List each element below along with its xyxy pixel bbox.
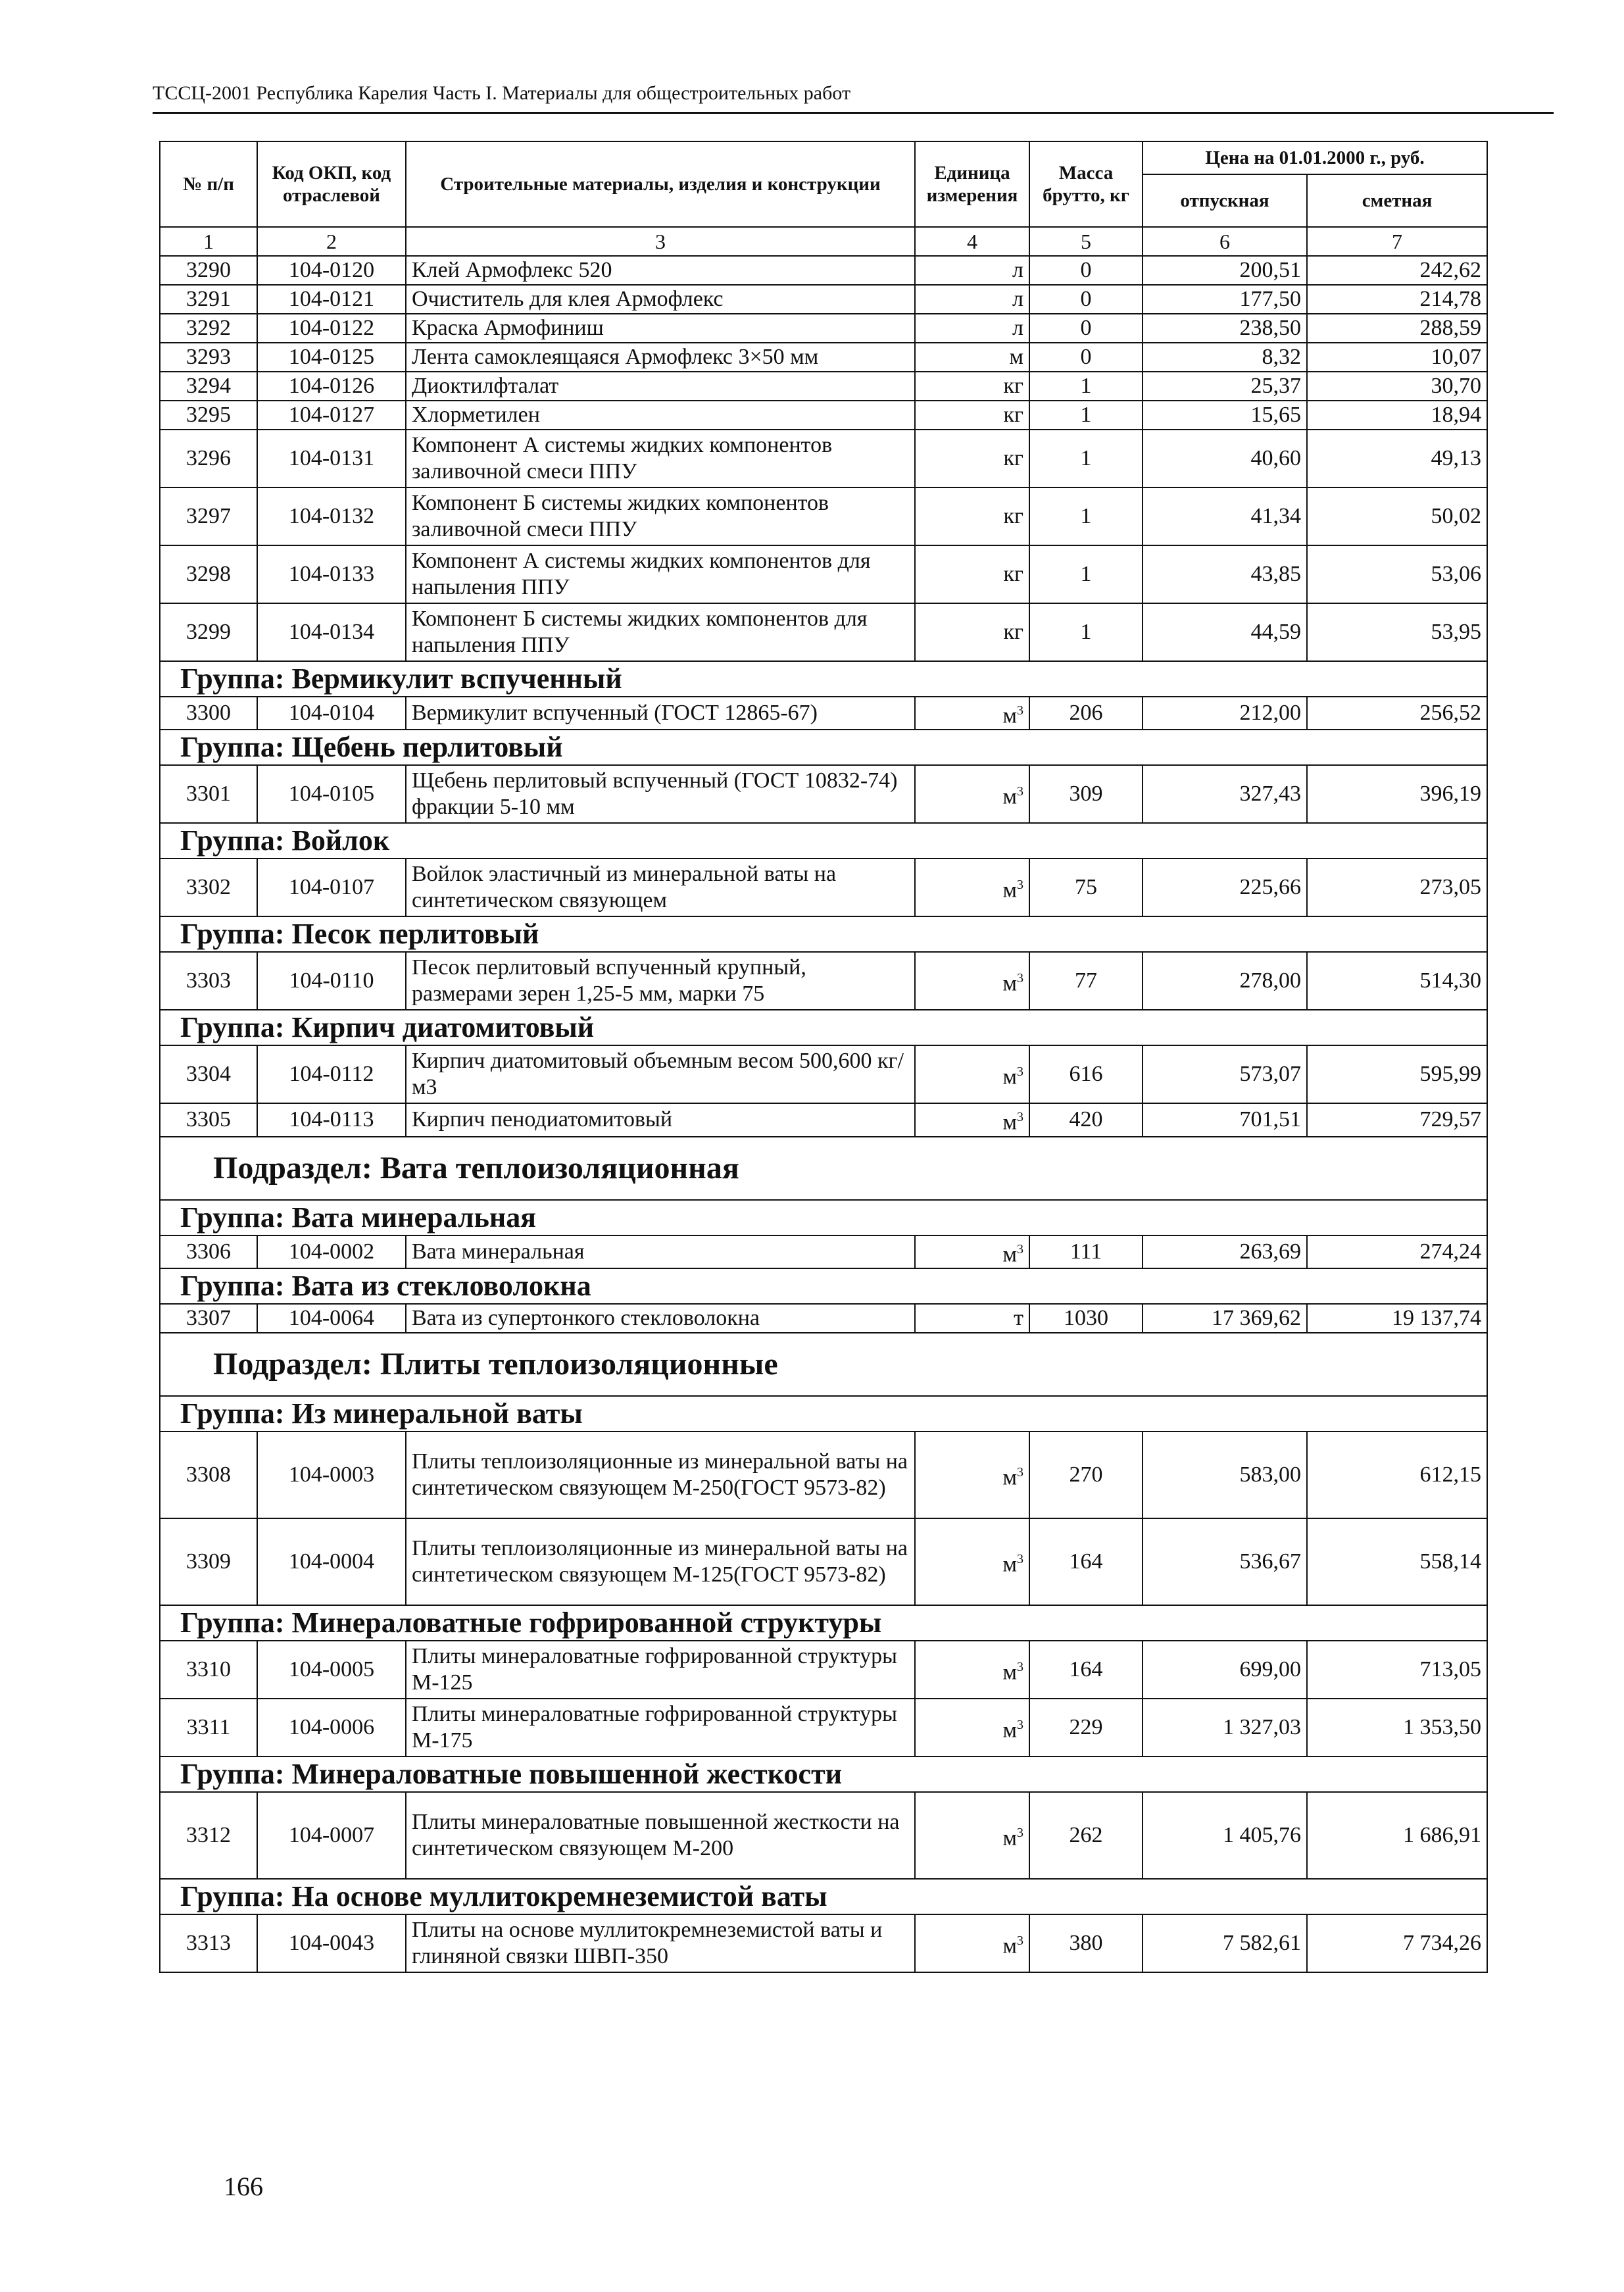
unit-text: м <box>1002 1933 1017 1958</box>
group-title: Группа: Щебень перлитовый <box>160 730 1487 765</box>
unit-cell <box>915 1641 1029 1699</box>
unit-exponent: 3 <box>1017 1464 1023 1480</box>
subsection-heading-row <box>160 1333 1487 1396</box>
estimate-price-cell: 595,99 <box>1307 1045 1487 1103</box>
header-unit: Единица измерения <box>915 141 1029 227</box>
unit-exponent: 3 <box>1017 1551 1023 1566</box>
release-price-cell: 41,34 <box>1143 487 1307 545</box>
unit-cell <box>915 1792 1029 1879</box>
subsection-title: Подраздел: Вата теплоизоляционная <box>160 1137 1487 1200</box>
table-row <box>160 697 1487 730</box>
unit-text: м <box>1002 784 1017 809</box>
group-title: Группа: Минераловатные гофрированной структуры <box>160 1605 1487 1641</box>
mass-cell: 1030 <box>1029 1304 1143 1333</box>
code-cell: 104-0122 <box>257 314 406 343</box>
mass-cell: 380 <box>1029 1914 1143 1972</box>
unit-exponent: 3 <box>1017 1933 1023 1948</box>
subsection-heading-row <box>160 1137 1487 1200</box>
release-price-cell: 177,50 <box>1143 285 1307 314</box>
unit-exponent: 3 <box>1017 1717 1023 1732</box>
mass-cell: 164 <box>1029 1641 1143 1699</box>
unit-exponent: 3 <box>1017 971 1023 986</box>
group-heading-row <box>160 1396 1487 1432</box>
code-cell: 104-0121 <box>257 285 406 314</box>
release-price-cell: 1 327,03 <box>1143 1699 1307 1756</box>
unit-cell <box>915 1914 1029 1972</box>
name-cell: Краска Армофиниш <box>406 314 915 343</box>
name-cell: Песок перлитовый вспученный крупный, размерами зерен 1,25-5 мм, марки 75 <box>406 952 915 1010</box>
release-price-cell: 536,67 <box>1143 1518 1307 1605</box>
table-row <box>160 1103 1487 1136</box>
page-number: 166 <box>224 2172 263 2201</box>
name-cell: Плиты теплоизоляционные из минеральной ваты на синтетическом связующем М-125(ГОСТ 9573-82) <box>406 1518 915 1605</box>
unit-exponent: 3 <box>1017 703 1023 718</box>
estimate-price-cell: 558,14 <box>1307 1518 1487 1605</box>
name-cell: Плиты минераловатные гофрированной структуры М-125 <box>406 1641 915 1699</box>
estimate-price-cell: 49,13 <box>1307 430 1487 487</box>
mass-cell: 0 <box>1029 314 1143 343</box>
mass-cell: 1 <box>1029 487 1143 545</box>
unit-exponent: 3 <box>1017 784 1023 799</box>
unit-exponent: 3 <box>1017 1110 1023 1125</box>
unit-cell <box>915 314 1029 343</box>
release-price-cell: 701,51 <box>1143 1103 1307 1136</box>
code-cell: 104-0064 <box>257 1304 406 1333</box>
release-price-cell: 17 369,62 <box>1143 1304 1307 1333</box>
group-title: Группа: Вата минеральная <box>160 1200 1487 1235</box>
row-number-cell: 3312 <box>160 1792 257 1879</box>
unit-text: м <box>1009 345 1023 369</box>
name-cell: Плиты теплоизоляционные из минеральной ваты на синтетическом связующем М-250(ГОСТ 9573-82) <box>406 1432 915 1518</box>
row-number-cell: 3310 <box>160 1641 257 1699</box>
unit-text: м <box>1002 1110 1017 1135</box>
table-row <box>160 1792 1487 1879</box>
header-num: № п/п <box>160 141 257 227</box>
unit-exponent: 3 <box>1017 1825 1023 1840</box>
code-cell: 104-0132 <box>257 487 406 545</box>
group-title: Группа: На основе муллитокремнеземистой ваты <box>160 1879 1487 1914</box>
estimate-price-cell: 273,05 <box>1307 859 1487 916</box>
unit-text: л <box>1012 287 1023 311</box>
unit-text: кг <box>1003 374 1023 398</box>
row-number-cell: 3306 <box>160 1235 257 1268</box>
estimate-price-cell: 713,05 <box>1307 1641 1487 1699</box>
name-cell: Компонент А системы жидких компонентов для напыления ППУ <box>406 545 915 603</box>
release-price-cell: 225,66 <box>1143 859 1307 916</box>
release-price-cell: 327,43 <box>1143 765 1307 823</box>
table-row <box>160 1045 1487 1103</box>
release-price-cell: 15,65 <box>1143 401 1307 430</box>
table-row <box>160 545 1487 603</box>
row-number-cell: 3305 <box>160 1103 257 1136</box>
row-number-cell: 3299 <box>160 603 257 661</box>
mass-cell: 0 <box>1029 343 1143 372</box>
group-heading-row <box>160 1756 1487 1792</box>
mass-cell: 1 <box>1029 545 1143 603</box>
column-number: 5 <box>1029 227 1143 256</box>
unit-text: т <box>1014 1305 1023 1330</box>
release-price-cell: 40,60 <box>1143 430 1307 487</box>
table-row <box>160 765 1487 823</box>
estimate-price-cell: 514,30 <box>1307 952 1487 1010</box>
row-number-cell: 3304 <box>160 1045 257 1103</box>
table-row <box>160 1432 1487 1518</box>
name-cell: Вермикулит вспученный (ГОСТ 12865-67) <box>406 697 915 730</box>
mass-cell: 77 <box>1029 952 1143 1010</box>
table-row <box>160 952 1487 1010</box>
unit-text: м <box>1002 1660 1017 1685</box>
group-heading-row <box>160 730 1487 765</box>
unit-cell <box>915 1432 1029 1518</box>
release-price-cell: 573,07 <box>1143 1045 1307 1103</box>
table-row <box>160 430 1487 487</box>
table-row <box>160 1518 1487 1605</box>
table-row <box>160 314 1487 343</box>
release-price-cell: 263,69 <box>1143 1235 1307 1268</box>
row-number-cell: 3292 <box>160 314 257 343</box>
table-row <box>160 1699 1487 1756</box>
table-body <box>160 256 1487 1972</box>
unit-cell <box>915 765 1029 823</box>
unit-text: м <box>1002 1718 1017 1743</box>
unit-exponent: 3 <box>1017 878 1023 893</box>
estimate-price-cell: 288,59 <box>1307 314 1487 343</box>
row-number-cell: 3294 <box>160 372 257 401</box>
price-table <box>159 141 1488 1973</box>
code-cell: 104-0002 <box>257 1235 406 1268</box>
unit-text: л <box>1012 258 1023 282</box>
release-price-cell: 43,85 <box>1143 545 1307 603</box>
header-divider <box>153 112 1554 114</box>
name-cell: Хлорметилен <box>406 401 915 430</box>
group-heading-row <box>160 1879 1487 1914</box>
code-cell: 104-0003 <box>257 1432 406 1518</box>
estimate-price-cell: 1 686,91 <box>1307 1792 1487 1879</box>
unit-cell <box>915 343 1029 372</box>
mass-cell: 270 <box>1029 1432 1143 1518</box>
group-title: Группа: Вата из стекловолокна <box>160 1268 1487 1304</box>
estimate-price-cell: 10,07 <box>1307 343 1487 372</box>
mass-cell: 1 <box>1029 603 1143 661</box>
mass-cell: 164 <box>1029 1518 1143 1605</box>
column-number: 2 <box>257 227 406 256</box>
table-row <box>160 372 1487 401</box>
estimate-price-cell: 729,57 <box>1307 1103 1487 1136</box>
unit-text: кг <box>1003 620 1023 644</box>
code-cell: 104-0125 <box>257 343 406 372</box>
code-cell: 104-0113 <box>257 1103 406 1136</box>
unit-cell <box>915 1518 1029 1605</box>
name-cell: Клей Армофлекс 520 <box>406 256 915 285</box>
name-cell: Очиститель для клея Армофлекс <box>406 285 915 314</box>
code-cell: 104-0112 <box>257 1045 406 1103</box>
release-price-cell: 7 582,61 <box>1143 1914 1307 1972</box>
name-cell: Плиты минераловатные повышенной жесткости на синтетическом связующем М-200 <box>406 1792 915 1879</box>
table-row <box>160 401 1487 430</box>
name-cell: Диоктилфталат <box>406 372 915 401</box>
release-price-cell: 1 405,76 <box>1143 1792 1307 1879</box>
code-cell: 104-0127 <box>257 401 406 430</box>
name-cell: Щебень перлитовый вспученный (ГОСТ 10832-74) фракции 5-10 мм <box>406 765 915 823</box>
table-row <box>160 1641 1487 1699</box>
group-heading-row <box>160 916 1487 952</box>
group-title: Группа: Вермикулит вспученный <box>160 661 1487 697</box>
estimate-price-cell: 396,19 <box>1307 765 1487 823</box>
header-code: Код ОКП, код отраслевой <box>257 141 406 227</box>
code-cell: 104-0007 <box>257 1792 406 1879</box>
name-cell: Компонент А системы жидких компонентов заливочной смеси ППУ <box>406 430 915 487</box>
table-row <box>160 603 1487 661</box>
code-cell: 104-0110 <box>257 952 406 1010</box>
unit-text: м <box>1002 971 1017 996</box>
unit-cell <box>915 952 1029 1010</box>
table-row <box>160 487 1487 545</box>
release-price-cell: 212,00 <box>1143 697 1307 730</box>
release-price-cell: 238,50 <box>1143 314 1307 343</box>
group-heading-row <box>160 823 1487 859</box>
unit-cell <box>915 1103 1029 1136</box>
release-price-cell: 699,00 <box>1143 1641 1307 1699</box>
code-cell: 104-0107 <box>257 859 406 916</box>
release-price-cell: 44,59 <box>1143 603 1307 661</box>
row-number-cell: 3291 <box>160 285 257 314</box>
column-number: 7 <box>1307 227 1487 256</box>
name-cell: Войлок эластичный из минеральной ваты на синтетическом связующем <box>406 859 915 916</box>
unit-text: кг <box>1003 562 1023 586</box>
mass-cell: 206 <box>1029 697 1143 730</box>
code-cell: 104-0005 <box>257 1641 406 1699</box>
group-heading-row <box>160 1010 1487 1045</box>
estimate-price-cell: 7 734,26 <box>1307 1914 1487 1972</box>
name-cell: Компонент Б системы жидких компонентов для напыления ППУ <box>406 603 915 661</box>
row-number-cell: 3296 <box>160 430 257 487</box>
header-name: Строительные материалы, изделия и конструкции <box>406 141 915 227</box>
release-price-cell: 25,37 <box>1143 372 1307 401</box>
code-cell: 104-0131 <box>257 430 406 487</box>
unit-text: м <box>1002 1552 1017 1577</box>
unit-cell <box>915 285 1029 314</box>
code-cell: 104-0006 <box>257 1699 406 1756</box>
group-title: Группа: Кирпич диатомитовый <box>160 1010 1487 1045</box>
header-price-estimate: сметная <box>1307 174 1487 227</box>
name-cell: Кирпич пенодиатомитовый <box>406 1103 915 1136</box>
mass-cell: 420 <box>1029 1103 1143 1136</box>
table-row <box>160 859 1487 916</box>
estimate-price-cell: 256,52 <box>1307 697 1487 730</box>
mass-cell: 111 <box>1029 1235 1143 1268</box>
table-row <box>160 343 1487 372</box>
code-cell: 104-0105 <box>257 765 406 823</box>
header-price-release: отпускная <box>1143 174 1307 227</box>
table-row <box>160 256 1487 285</box>
name-cell: Вата минеральная <box>406 1235 915 1268</box>
unit-exponent: 3 <box>1017 1241 1023 1257</box>
unit-cell <box>915 430 1029 487</box>
mass-cell: 1 <box>1029 401 1143 430</box>
group-title: Группа: Из минеральной ваты <box>160 1396 1487 1432</box>
mass-cell: 1 <box>1029 372 1143 401</box>
group-title: Группа: Минераловатные повышенной жесткости <box>160 1756 1487 1792</box>
unit-exponent: 3 <box>1017 1064 1023 1080</box>
release-price-cell: 583,00 <box>1143 1432 1307 1518</box>
unit-cell <box>915 487 1029 545</box>
estimate-price-cell: 50,02 <box>1307 487 1487 545</box>
column-numbers-row <box>160 227 1487 256</box>
estimate-price-cell: 53,06 <box>1307 545 1487 603</box>
estimate-price-cell: 612,15 <box>1307 1432 1487 1518</box>
row-number-cell: 3308 <box>160 1432 257 1518</box>
unit-cell <box>915 401 1029 430</box>
mass-cell: 309 <box>1029 765 1143 823</box>
group-heading-row <box>160 1200 1487 1235</box>
unit-text: кг <box>1003 504 1023 528</box>
unit-cell <box>915 603 1029 661</box>
release-price-cell: 278,00 <box>1143 952 1307 1010</box>
code-cell: 104-0104 <box>257 697 406 730</box>
unit-text: л <box>1012 316 1023 340</box>
row-number-cell: 3309 <box>160 1518 257 1605</box>
row-number-cell: 3290 <box>160 256 257 285</box>
unit-cell <box>915 372 1029 401</box>
column-number: 4 <box>915 227 1029 256</box>
row-number-cell: 3301 <box>160 765 257 823</box>
row-number-cell: 3303 <box>160 952 257 1010</box>
name-cell: Лента самоклеящаяся Армофлекс 3×50 мм <box>406 343 915 372</box>
unit-cell <box>915 1699 1029 1756</box>
row-number-cell: 3295 <box>160 401 257 430</box>
code-cell: 104-0134 <box>257 603 406 661</box>
estimate-price-cell: 30,70 <box>1307 372 1487 401</box>
group-heading-row <box>160 661 1487 697</box>
unit-text: м <box>1002 1064 1017 1089</box>
mass-cell: 1 <box>1029 430 1143 487</box>
mass-cell: 0 <box>1029 256 1143 285</box>
name-cell: Кирпич диатомитовый объемным весом 500,600 кг/м3 <box>406 1045 915 1103</box>
mass-cell: 616 <box>1029 1045 1143 1103</box>
code-cell: 104-0004 <box>257 1518 406 1605</box>
release-price-cell: 200,51 <box>1143 256 1307 285</box>
column-number: 3 <box>406 227 915 256</box>
mass-cell: 262 <box>1029 1792 1143 1879</box>
unit-text: м <box>1002 1241 1017 1266</box>
unit-text: кг <box>1003 403 1023 427</box>
release-price-cell: 8,32 <box>1143 343 1307 372</box>
column-number: 6 <box>1143 227 1307 256</box>
unit-cell <box>915 1045 1029 1103</box>
row-number-cell: 3311 <box>160 1699 257 1756</box>
row-number-cell: 3313 <box>160 1914 257 1972</box>
row-number-cell: 3302 <box>160 859 257 916</box>
estimate-price-cell: 1 353,50 <box>1307 1699 1487 1756</box>
unit-cell <box>915 545 1029 603</box>
unit-text: м <box>1002 878 1017 903</box>
row-number-cell: 3307 <box>160 1304 257 1333</box>
code-cell: 104-0126 <box>257 372 406 401</box>
table-row <box>160 1235 1487 1268</box>
unit-text: м <box>1002 703 1017 728</box>
table-row <box>160 1914 1487 1972</box>
unit-text: м <box>1002 1826 1017 1851</box>
name-cell: Компонент Б системы жидких компонентов заливочной смеси ППУ <box>406 487 915 545</box>
code-cell: 104-0043 <box>257 1914 406 1972</box>
group-heading-row <box>160 1268 1487 1304</box>
mass-cell: 75 <box>1029 859 1143 916</box>
name-cell: Плиты минераловатные гофрированной структуры М-175 <box>406 1699 915 1756</box>
row-number-cell: 3300 <box>160 697 257 730</box>
table-row <box>160 285 1487 314</box>
estimate-price-cell: 53,95 <box>1307 603 1487 661</box>
estimate-price-cell: 19 137,74 <box>1307 1304 1487 1333</box>
unit-cell <box>915 697 1029 730</box>
unit-cell <box>915 256 1029 285</box>
name-cell: Вата из супертонкого стекловолокна <box>406 1304 915 1333</box>
unit-cell <box>915 1304 1029 1333</box>
header-price: Цена на 01.01.2000 г., руб. <box>1143 141 1487 174</box>
unit-cell <box>915 859 1029 916</box>
code-cell: 104-0133 <box>257 545 406 603</box>
group-heading-row <box>160 1605 1487 1641</box>
estimate-price-cell: 242,62 <box>1307 256 1487 285</box>
header-mass: Масса брутто, кг <box>1029 141 1143 227</box>
row-number-cell: 3298 <box>160 545 257 603</box>
estimate-price-cell: 18,94 <box>1307 401 1487 430</box>
name-cell: Плиты на основе муллитокремнеземистой ваты и глиняной связки ШВП-350 <box>406 1914 915 1972</box>
estimate-price-cell: 274,24 <box>1307 1235 1487 1268</box>
estimate-price-cell: 214,78 <box>1307 285 1487 314</box>
group-title: Группа: Войлок <box>160 823 1487 859</box>
group-title: Группа: Песок перлитовый <box>160 916 1487 952</box>
unit-text: кг <box>1003 446 1023 470</box>
unit-text: м <box>1002 1465 1017 1490</box>
mass-cell: 229 <box>1029 1699 1143 1756</box>
unit-exponent: 3 <box>1017 1659 1023 1674</box>
column-number: 1 <box>160 227 257 256</box>
page-header: ТССЦ-2001 Республика Карелия Часть I. Материалы для общестроительных работ <box>153 82 851 104</box>
code-cell: 104-0120 <box>257 256 406 285</box>
subsection-title: Подраздел: Плиты теплоизоляционные <box>160 1333 1487 1396</box>
row-number-cell: 3297 <box>160 487 257 545</box>
table-row <box>160 1304 1487 1333</box>
unit-cell <box>915 1235 1029 1268</box>
row-number-cell: 3293 <box>160 343 257 372</box>
mass-cell: 0 <box>1029 285 1143 314</box>
